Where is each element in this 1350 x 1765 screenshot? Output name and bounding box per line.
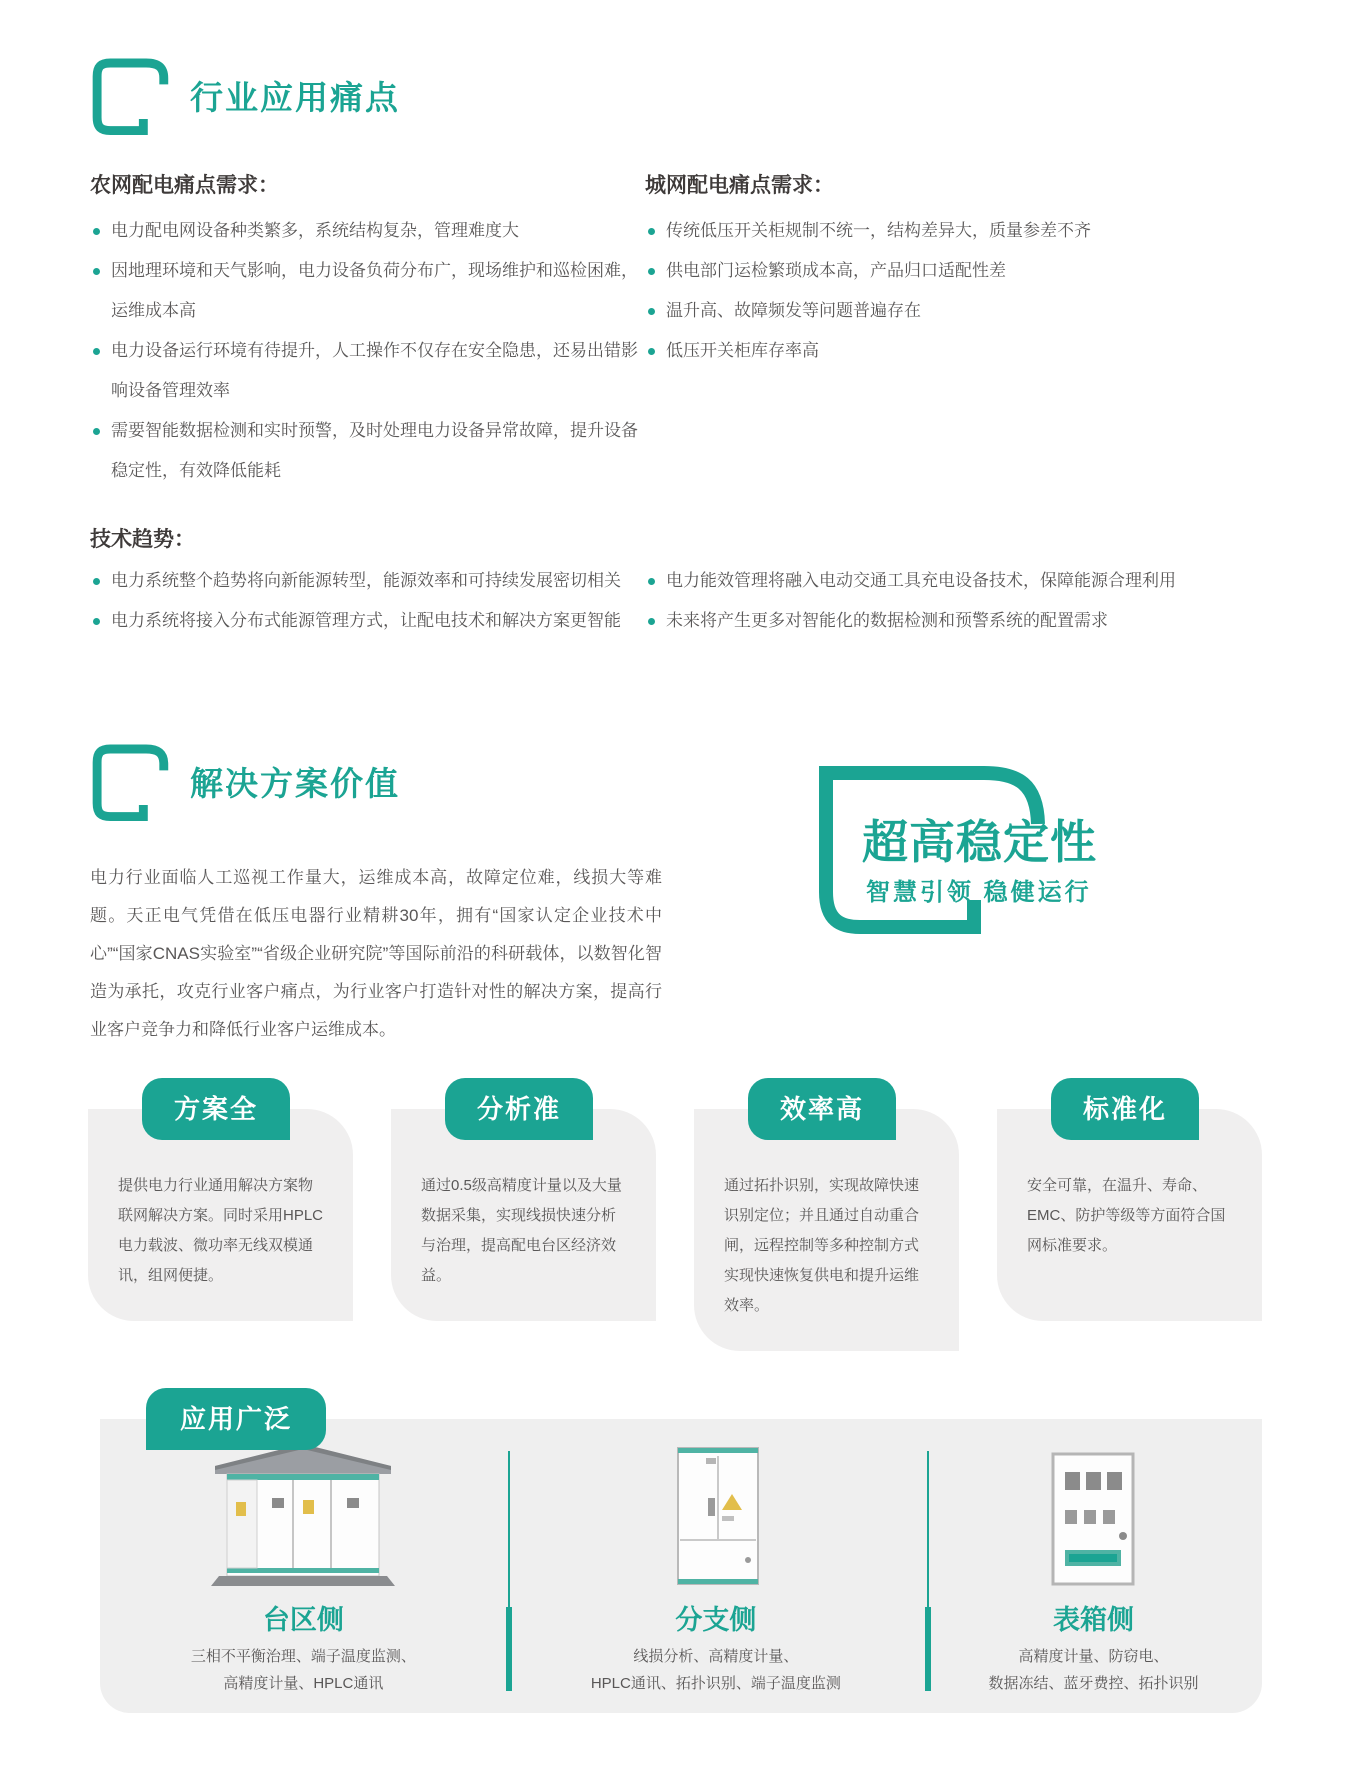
bullet-item: 电力设备运行环境有待提升，人工操作不仅存在安全隐患，还易出错影响设备管理效率 [90,331,645,411]
app-item-branch [507,1449,925,1713]
stability-banner-subtitle: 智慧引领 稳健运行 [866,879,1092,906]
bullet-item: 电力系统将接入分布式能源管理方式，让配电技术和解决方案更智能 [90,601,645,641]
app-desc-line: 线损分析、高精度计量、 [633,1648,799,1665]
stability-banner [816,740,1236,950]
column-divider-line [508,1451,510,1607]
rural-grid-bullets [90,211,645,491]
bullet-item: 需要智能数据检测和实时预警，及时处理电力设备异常故障，提升设备稳定性，有效降低能耗 [90,411,645,491]
trends-right-bullets [645,561,1260,641]
urban-grid-heading: 城网配电痛点需求： [645,174,834,197]
tech-trends-heading: 技术趋势： [90,528,195,551]
value-section-title: 解决方案价值 [190,764,400,802]
app-desc [988,1643,1198,1697]
bullet-item: 供电部门运检繁琐成本高，产品归口适配性差 [645,251,1260,291]
app-item-transformer-area [100,1449,507,1713]
column-divider-line [927,1451,929,1607]
urban-grid-bullets [645,211,1260,371]
app-desc-line: 高精度计量、防窃电、 [1018,1648,1169,1665]
bullet-item: 电力系统整个趋势将向新能源转型，能源效率和可持续发展密切相关 [90,561,645,601]
urban-grid-column [645,169,1260,491]
pain-section-title: 行业应用痛点 [190,78,400,116]
bullet-item: 温升高、故障频发等问题普遍存在 [645,291,1260,331]
app-desc-line: HPLC通讯、拓扑识别、端子温度监测 [590,1675,841,1692]
app-title: 台区侧 [262,1605,344,1635]
applications-section [100,1404,1262,1713]
pain-columns [90,169,1260,491]
card-badge: 效率高 [748,1078,896,1140]
card-badge: 分析准 [445,1078,593,1140]
bracket-icon [88,55,172,135]
stability-banner-title: 超高稳定性 [862,816,1097,868]
pain-section-header [88,55,1350,135]
card-high-efficiency [694,1094,959,1351]
card-text: 提供电力行业通用解决方案物联网解决方案。同时采用HPLC电力载波、微功率无线双模通讯，组网便捷。 [118,1177,324,1284]
bullet-item: 未来将产生更多对智能化的数据检测和预警系统的配置需求 [645,601,1260,641]
rural-grid-heading: 农网配电痛点需求： [90,174,279,197]
value-paragraph: 电力行业面临人工巡视工作量大，运维成本高，故障定位难，线损大等难题。天正电气凭借在低压电器行业精耕30年，拥有“国家认定企业技术中心”“国家CNAS实验室”“省级企业研究院”等国际前沿的科研载体，以数智化智造为承托，攻克行业客户痛点，为行业客户打造针对性的解决方案，提高行业客户竞争力和降低行业客户运维成本。 [90,868,662,1039]
card-accurate-analysis [391,1094,656,1321]
app-desc-line: 高精度计量、HPLC通讯 [223,1675,384,1692]
bullet-item: 电力能效管理将融入电动交通工具充电设备技术，保障能源合理利用 [645,561,1260,601]
card-solution-complete [88,1094,353,1321]
bullet-item: 传统低压开关柜规制不统一，结构差异大，质量参差不齐 [645,211,1260,251]
tech-trends [90,523,1260,641]
bullet-item: 低压开关柜库存率高 [645,331,1260,371]
app-desc [591,1643,841,1697]
branch-cabinet-icon [658,1442,774,1590]
card-standardized [997,1094,1262,1321]
app-desc-line: 数据冻结、蓝牙费控、拓扑识别 [988,1675,1199,1692]
app-title: 分支侧 [675,1605,757,1635]
rural-grid-column [90,169,645,491]
app-desc-line: 三相不平衡治理、端子温度监测、 [190,1648,416,1665]
card-badge: 方案全 [142,1078,290,1140]
column-divider-bar [506,1607,512,1691]
meter-box-icon [1037,1449,1149,1590]
card-text: 安全可靠，在温升、寿命、EMC、防护等级等方面符合国网标准要求。 [1027,1177,1226,1254]
substation-icon [205,1442,401,1590]
app-item-meter-box [925,1449,1262,1713]
tech-trends-columns [90,561,1260,641]
applications-badge: 应用广泛 [146,1388,326,1450]
card-badge: 标准化 [1051,1078,1199,1140]
trends-left-bullets [90,561,645,641]
bullet-item: 电力配电网设备种类繁多，系统结构复杂，管理难度大 [90,211,645,251]
bullet-item: 因地理环境和天气影响，电力设备负荷分布广，现场维护和巡检困难，运维成本高 [90,251,645,331]
bracket-icon [88,741,172,821]
card-text: 通过0.5级高精度计量以及大量数据采集，实现线损快速分析与治理，提高配电台区经济效益。 [421,1177,622,1284]
value-cards [88,1094,1262,1351]
trends-right-column [645,561,1260,641]
app-title: 表箱侧 [1052,1605,1134,1635]
trends-left-column [90,561,645,641]
app-desc [191,1643,416,1697]
applications-panel [100,1419,1262,1713]
column-divider-bar [925,1607,931,1691]
card-text: 通过拓扑识别，实现故障快速识别定位；并且通过自动重合闸，远程控制等多种控制方式实现快速恢复供电和提升运维效率。 [724,1177,920,1314]
